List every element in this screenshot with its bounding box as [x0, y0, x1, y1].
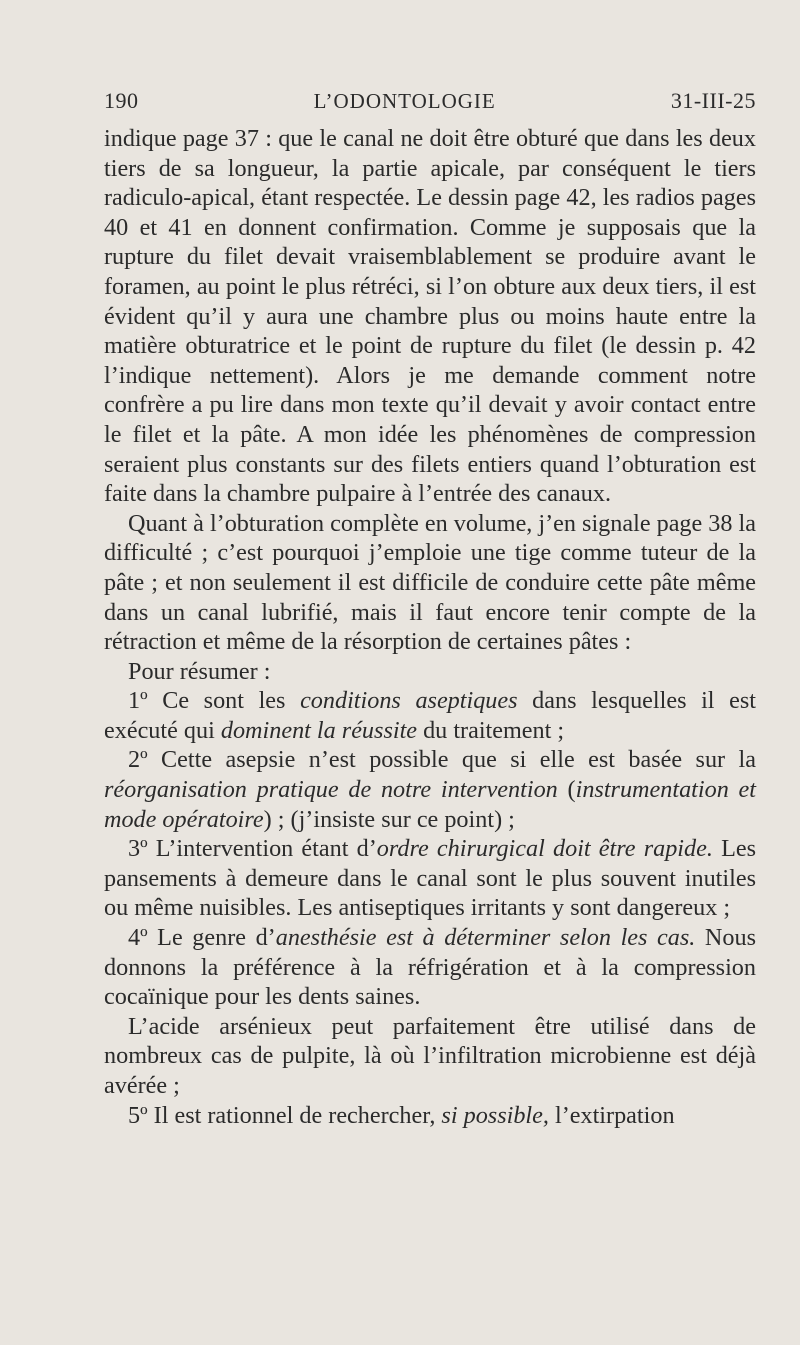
text-run: indique page 37 : que le canal ne doit être obturé que dans les deux tiers de sa longueur, la partie apicale, par conséquent le tiers radiculo-apical, étant respectée. Le dessin page 42, les radios pages 40 et 41 en donnent confirmation. Comme je supposais que la rupture du filet devait vraisemblablement se produire avant le foramen, au point le plus rétréci, si l’on obture aux deux tiers, il est évident qu’il y aura une chambre plus ou moins haute entre la matière obturatrice et le point de rupture du filet (le dessin p. 42 l’indique nettement). Alors je me demande comment notre confrère a pu lire dans mon texte qu’il devait y avoir contact entre le filet et la pâte. A mon idée les phénomènes de compression seraient plus constants sur des filets entiers quand l’obturation est faite dans la chambre pulpaire à l’entrée des canaux. [104, 125, 756, 508]
text-run: Nous donnons la préférence à la réfrigération et à la compression cocaïnique pour les dents saines. [104, 924, 756, 1011]
issue-date: 31-III-25 [670, 88, 756, 113]
journal-title: L’ODONTOLOGIE [313, 89, 496, 113]
paragraph [104, 509, 756, 657]
page-number: 190 [104, 88, 139, 113]
italic-run: conditions aseptiques [300, 687, 518, 715]
paragraph [104, 923, 756, 1012]
text-run: Quant à l’obturation complète en volume, j’en signale page 38 la difficulté ; c’est pourquoi j’emploie une tige comme tuteur de la pâte ; et non seulement il est difficile de conduire cette pâte même dans un canal lubrifié, mais il faut encore tenir compte de la rétraction et même de la résorption de certaines pâtes : [104, 509, 757, 656]
text-run: 3º L’intervention étant d’ [128, 835, 377, 863]
paragraph [104, 686, 756, 745]
italic-run: réorganisation pratique de notre intervention [104, 776, 558, 804]
text-run: Les pansements à demeure dans le canal sont le plus souvent inutiles ou même nuisibles. Les antiseptiques irritants y sont dangereux ; [104, 835, 756, 922]
paragraph [104, 1101, 756, 1131]
italic-run: dominent la réussite [220, 716, 418, 744]
text-run: ( [557, 776, 576, 804]
text-run: 1º Ce sont les [128, 687, 301, 715]
text-run: 4º Le genre d’ [128, 924, 276, 952]
italic-run: anesthésie est à déterminer selon les cas. [275, 924, 696, 952]
paragraph [104, 834, 756, 923]
text-run: du traitement ; [417, 716, 565, 744]
paragraph [104, 124, 756, 509]
italic-run: instrumentation et mode opératoire [104, 776, 757, 833]
italic-run: si possible, [441, 1101, 549, 1129]
text-run: 5º Il est rationnel de rechercher, [128, 1101, 442, 1129]
text-run: l’extirpation [548, 1101, 675, 1129]
text-run: 2º Cette asepsie n’est possible que si elle est basée sur la [128, 746, 756, 774]
paragraph [104, 1012, 756, 1101]
running-head [104, 88, 756, 114]
italic-run: ordre chirurgical doit être rapide. [376, 835, 713, 863]
body-text [104, 124, 756, 1130]
text-run: L’acide arsénieux peut parfaitement être utilisé dans de nombreux cas de pulpite, là où l’infiltration microbienne est déjà avérée ; [104, 1012, 756, 1099]
text-run: dans lesquelles il est exécuté qui [104, 687, 756, 744]
paragraph [104, 657, 756, 687]
text-run: Pour résumer : [128, 657, 271, 685]
text-run: ) ; (j’insiste sur ce point) ; [263, 805, 515, 833]
paragraph [104, 745, 756, 834]
